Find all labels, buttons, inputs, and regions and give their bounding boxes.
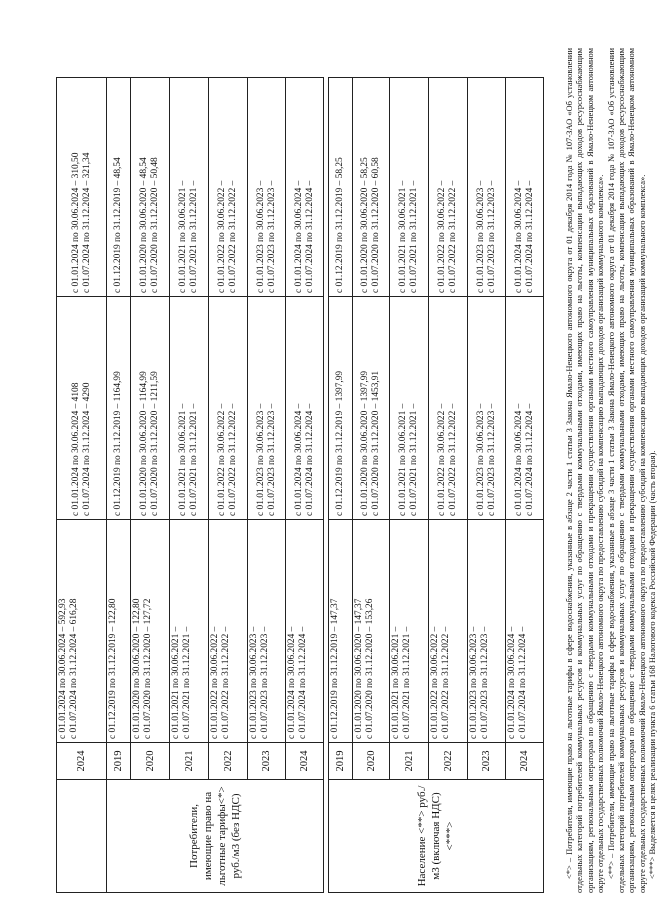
year-cell: 2024 bbox=[506, 743, 544, 780]
price-line: с 01.01.2021 по 30.06.2021 – bbox=[391, 626, 401, 739]
year-cell: 2022 bbox=[429, 743, 468, 780]
price-line: с 01.01.2024 по 30.06.2024 – bbox=[507, 626, 517, 739]
price-line: с 01.07.2022 по 31.12.2022 – bbox=[448, 403, 458, 516]
price-line: с 01.07.2023 по 31.12.2023 – bbox=[486, 180, 497, 293]
price-cell bbox=[57, 78, 107, 297]
price-line: с 01.01.2020 по 30.06.2020 – 122,80 bbox=[132, 598, 142, 739]
price-line: с 01.07.2020 по 31.12.2020 – 1453,91 bbox=[371, 370, 381, 516]
price-cell bbox=[209, 78, 248, 297]
price-line: с 01.01.2024 по 30.06.2024 – bbox=[513, 403, 524, 516]
year-cell: 2022 bbox=[209, 743, 248, 780]
price-line: с 01.07.2022 по 31.12.2022 – bbox=[228, 403, 238, 516]
price-line: с 01.07.2024 по 31.12.2024 – bbox=[298, 626, 308, 739]
price-cell bbox=[286, 297, 324, 520]
footnotes bbox=[564, 48, 658, 893]
table-row bbox=[329, 78, 353, 893]
group-label: Потребители, имеющие право на льготные тарифы<*> руб./м3 (без НДС) bbox=[107, 780, 324, 893]
table-row bbox=[57, 78, 107, 893]
price-line: с 01.12.2019 по 31.12.2019 – 48,54 bbox=[113, 157, 123, 293]
table-row bbox=[107, 78, 131, 893]
price-cell bbox=[329, 78, 353, 297]
price-line: с 01.01.2020 по 30.06.2020 – 147,37 bbox=[354, 598, 364, 739]
footnote: <***> Выделяется в целях реализации пункта 6 статьи 168 Налогового кодекса Российской Федерации (часть вторая). bbox=[647, 450, 658, 879]
year-cell: 2021 bbox=[170, 743, 209, 780]
year-cell: 2021 bbox=[390, 743, 429, 780]
year-cell: 2023 bbox=[468, 743, 506, 780]
price-line: с 01.01.2022 по 30.06.2022 – bbox=[430, 626, 440, 739]
price-line: с 01.07.2020 по 31.12.2020 – 1211,59 bbox=[150, 371, 160, 516]
price-line: с 01.12.2019 по 31.12.2019 – 122,80 bbox=[108, 598, 118, 739]
price-line: с 01.01.2023 по 30.06.2023 – bbox=[475, 403, 486, 516]
price-cell bbox=[353, 297, 390, 520]
group-label: Население <**> руб./м3 (включая НДС) <***> bbox=[329, 780, 544, 893]
price-line: с 01.07.2022 по 31.12.2022 – bbox=[441, 626, 451, 739]
price-line: с 01.07.2021 по 31.12.2021 – bbox=[189, 403, 199, 516]
price-cell bbox=[107, 297, 131, 520]
price-line: с 01.07.2024 по 31.12.2024 – 616,28 bbox=[69, 598, 79, 739]
price-cell bbox=[429, 297, 468, 520]
price-cell bbox=[353, 520, 390, 743]
table-row bbox=[468, 78, 506, 893]
table-row bbox=[429, 78, 468, 893]
price-line: с 01.07.2022 по 31.12.2022 – bbox=[221, 626, 231, 739]
price-line: с 01.01.2024 по 30.06.2024 – 592,93 bbox=[58, 598, 68, 739]
price-line: с 01.01.2023 по 30.06.2023 – bbox=[255, 180, 266, 293]
price-line: с 01.01.2020 по 30.06.2020 – 58,25 bbox=[360, 157, 370, 293]
price-cell bbox=[131, 297, 170, 520]
price-line: с 01.07.2021 по 31.12.2021 – bbox=[402, 626, 412, 739]
table-row bbox=[286, 78, 324, 893]
price-line: с 01.01.2021 по 30.06.2021 – bbox=[178, 403, 188, 516]
price-cell bbox=[209, 297, 248, 520]
price-line: с 01.07.2023 по 31.12.2023 – bbox=[260, 626, 270, 739]
price-line: с 01.01.2021 по 30.06.2021 – bbox=[398, 403, 408, 516]
price-line: с 01.01.2023 по 30.06.2023 – bbox=[255, 403, 266, 516]
price-line: с 01.01.2022 по 30.06.2022 – bbox=[210, 626, 220, 739]
footnote: <**> – Потребители, имеющие право на льготные тарифы в сфере водоснабжения, указанные в абзаце 3 части 1 статьи 3 Закона Ямало-Ненецкого автономного округа от 01 декабря 2014 года № 107-ЗАО «Об установлении отдельных категорий потребителей коммунальных ресурсов и коммунальных услуг по обращению с твердыми коммунальными отходами, имеющих право на льготы, компенсации выпадающих доходов ресурсоснабжающим организациям, региональным операторам по обращению с твердыми коммунальными отходами и прекращении осуществления органами местного самоуправления муниципальных образований в Ямало-Ненецком автономном округе отдельных государственных полномочий Ямало-Ненецкого автономного округа по предоставлению субсидий на компенсацию выпадающих доходов организаций коммунального комплекса». bbox=[605, 48, 647, 893]
price-cell bbox=[506, 78, 544, 297]
footnote: <*> – Потребители, имеющие право на льготные тарифы в сфере водоснабжения, указанные в абзаце 2 части 1 статьи 3 Закона Ямало-Ненецкого автономного округа от 01 декабря 2014 года № 107-ЗАО «Об установлении отдельных категорий потребителей коммунальных ресурсов и коммунальных услуг по обращению с твердыми коммунальными отходами, имеющих право на льготы, компенсации выпадающих доходов ресурсоснабжающим организациям, региональным операторам по обращению с твердыми коммунальными отходами и прекращении осуществления органами местного самоуправления муниципальных образований в Ямало-Ненецком автономном округе отдельных государственных полномочий Ямало-Ненецкого автономного округа по предоставлению субсидий на компенсацию выпадающих доходов организаций коммунального комплекса». bbox=[564, 48, 606, 893]
price-cell bbox=[107, 520, 131, 743]
price-line: с 01.12.2019 по 31.12.2019 – 1397,99 bbox=[335, 370, 345, 516]
price-line: с 01.07.2024 по 31.12.2024 – bbox=[304, 180, 315, 293]
price-line: с 01.07.2022 по 31.12.2022 – bbox=[228, 180, 238, 293]
price-line: с 01.01.2024 по 30.06.2024 – bbox=[293, 180, 304, 293]
price-line: с 01.12.2019 по 31.12.2019 – 147,37 bbox=[330, 598, 340, 739]
year-cell: 2019 bbox=[329, 743, 353, 780]
price-line: с 01.01.2022 по 30.06.2022 – bbox=[437, 403, 447, 516]
price-cell bbox=[248, 297, 286, 520]
price-cell bbox=[468, 78, 506, 297]
year-cell: 2020 bbox=[131, 743, 170, 780]
price-line: с 01.01.2023 по 30.06.2023 – bbox=[249, 626, 259, 739]
price-line: с 01.01.2024 по 30.06.2024 – 310,50 bbox=[70, 152, 81, 293]
price-cell bbox=[248, 78, 286, 297]
price-line: с 01.01.2022 по 30.06.2022 – bbox=[437, 180, 447, 293]
price-line: с 01.01.2022 по 30.06.2022 – bbox=[217, 180, 227, 293]
price-cell bbox=[468, 297, 506, 520]
price-line: с 01.07.2023 по 31.12.2023 – bbox=[486, 403, 497, 516]
price-line: с 01.07.2020 по 31.12.2020 – 50,48 bbox=[150, 157, 160, 293]
price-line: с 01.07.2021 по 31.12.2021 – bbox=[409, 403, 419, 516]
price-cell bbox=[131, 520, 170, 743]
price-cell bbox=[390, 520, 429, 743]
price-line: с 01.07.2023 по 31.12.2023 – bbox=[266, 180, 277, 293]
price-line: с 01.07.2024 по 31.12.2024 – 321,34 bbox=[81, 152, 92, 293]
price-cell bbox=[390, 78, 429, 297]
price-line: с 01.01.2021 по 30.06.2021 – bbox=[171, 626, 181, 739]
price-line: с 01.01.2021 по 30.06.2021 – bbox=[178, 180, 188, 293]
price-line: с 01.01.2023 по 30.06.2023 – bbox=[469, 626, 479, 739]
price-cell bbox=[57, 297, 107, 520]
price-cell bbox=[506, 297, 544, 520]
price-cell bbox=[390, 297, 429, 520]
price-cell bbox=[506, 520, 544, 743]
price-line: с 01.01.2024 по 30.06.2024 – bbox=[293, 403, 304, 516]
price-cell bbox=[170, 297, 209, 520]
price-cell bbox=[429, 520, 468, 743]
price-line: с 01.07.2020 по 31.12.2020 – 153,26 bbox=[365, 598, 375, 739]
table-row bbox=[390, 78, 429, 893]
price-line: с 01.07.2022 по 31.12.2022 – bbox=[448, 180, 458, 293]
price-line: с 01.07.2024 по 31.12.2024 – 4290 bbox=[81, 382, 92, 516]
price-line: с 01.01.2023 по 30.06.2023 – bbox=[475, 180, 486, 293]
table-row bbox=[353, 78, 390, 893]
price-line: с 01.01.2020 по 30.06.2020 – 48,54 bbox=[139, 157, 149, 293]
price-cell bbox=[329, 297, 353, 520]
price-line: с 01.01.2022 по 30.06.2022 – bbox=[217, 403, 227, 516]
price-line: с 01.01.2024 по 30.06.2024 – bbox=[287, 626, 297, 739]
price-line: с 01.07.2021 по 31.12.2021 – bbox=[189, 180, 199, 293]
price-cell bbox=[286, 78, 324, 297]
tariff-table bbox=[56, 77, 544, 893]
price-cell bbox=[248, 520, 286, 743]
price-line: с 01.07.2021 по 31.12.2021 – bbox=[409, 180, 419, 293]
price-line: с 01.01.2020 по 30.06.2020 – 1397,99 bbox=[360, 370, 370, 516]
price-cell bbox=[209, 520, 248, 743]
year-cell: 2020 bbox=[353, 743, 390, 780]
price-cell bbox=[286, 520, 324, 743]
price-line: с 01.01.2024 по 30.06.2024 – 4108 bbox=[70, 382, 81, 516]
price-line: с 01.12.2019 по 31.12.2019 – 1164,99 bbox=[113, 371, 123, 516]
price-line: с 01.07.2020 по 31.12.2020 – 60,58 bbox=[371, 157, 381, 293]
table-row bbox=[209, 78, 248, 893]
price-line: с 01.07.2023 по 31.12.2023 – bbox=[266, 403, 277, 516]
price-line: с 01.07.2024 по 31.12.2024 – bbox=[304, 403, 315, 516]
price-cell bbox=[107, 78, 131, 297]
price-line: с 01.07.2024 по 31.12.2024 – bbox=[524, 180, 535, 293]
table-row bbox=[170, 78, 209, 893]
price-line: с 01.07.2020 по 31.12.2020 – 127,72 bbox=[143, 598, 153, 739]
table-row bbox=[248, 78, 286, 893]
price-line: с 01.01.2024 по 30.06.2024 – bbox=[513, 180, 524, 293]
table-row bbox=[506, 78, 544, 893]
price-line: с 01.07.2023 по 31.12.2023 – bbox=[480, 626, 490, 739]
price-cell bbox=[329, 520, 353, 743]
price-line: с 01.07.2024 по 31.12.2024 – bbox=[518, 626, 528, 739]
price-cell bbox=[468, 520, 506, 743]
year-cell: 2019 bbox=[107, 743, 131, 780]
price-line: с 01.07.2021 по 31.12.2021 – bbox=[182, 626, 192, 739]
price-line: с 01.12.2019 по 31.12.2019 – 58,25 bbox=[335, 157, 345, 293]
year-cell: 2023 bbox=[248, 743, 286, 780]
price-line: с 01.01.2020 по 30.06.2020 – 1164,99 bbox=[139, 371, 149, 516]
price-cell bbox=[429, 78, 468, 297]
price-line: с 01.01.2021 по 30.06.2021 – bbox=[398, 180, 408, 293]
price-cell bbox=[353, 78, 390, 297]
price-cell bbox=[170, 78, 209, 297]
price-cell bbox=[131, 78, 170, 297]
price-cell bbox=[170, 520, 209, 743]
year-cell: 2024 bbox=[286, 743, 324, 780]
price-cell bbox=[57, 520, 107, 743]
year-cell: 2024 bbox=[57, 743, 107, 780]
table-row bbox=[131, 78, 170, 893]
empty-cell bbox=[57, 780, 107, 893]
price-line: с 01.07.2024 по 31.12.2024 – bbox=[524, 403, 535, 516]
